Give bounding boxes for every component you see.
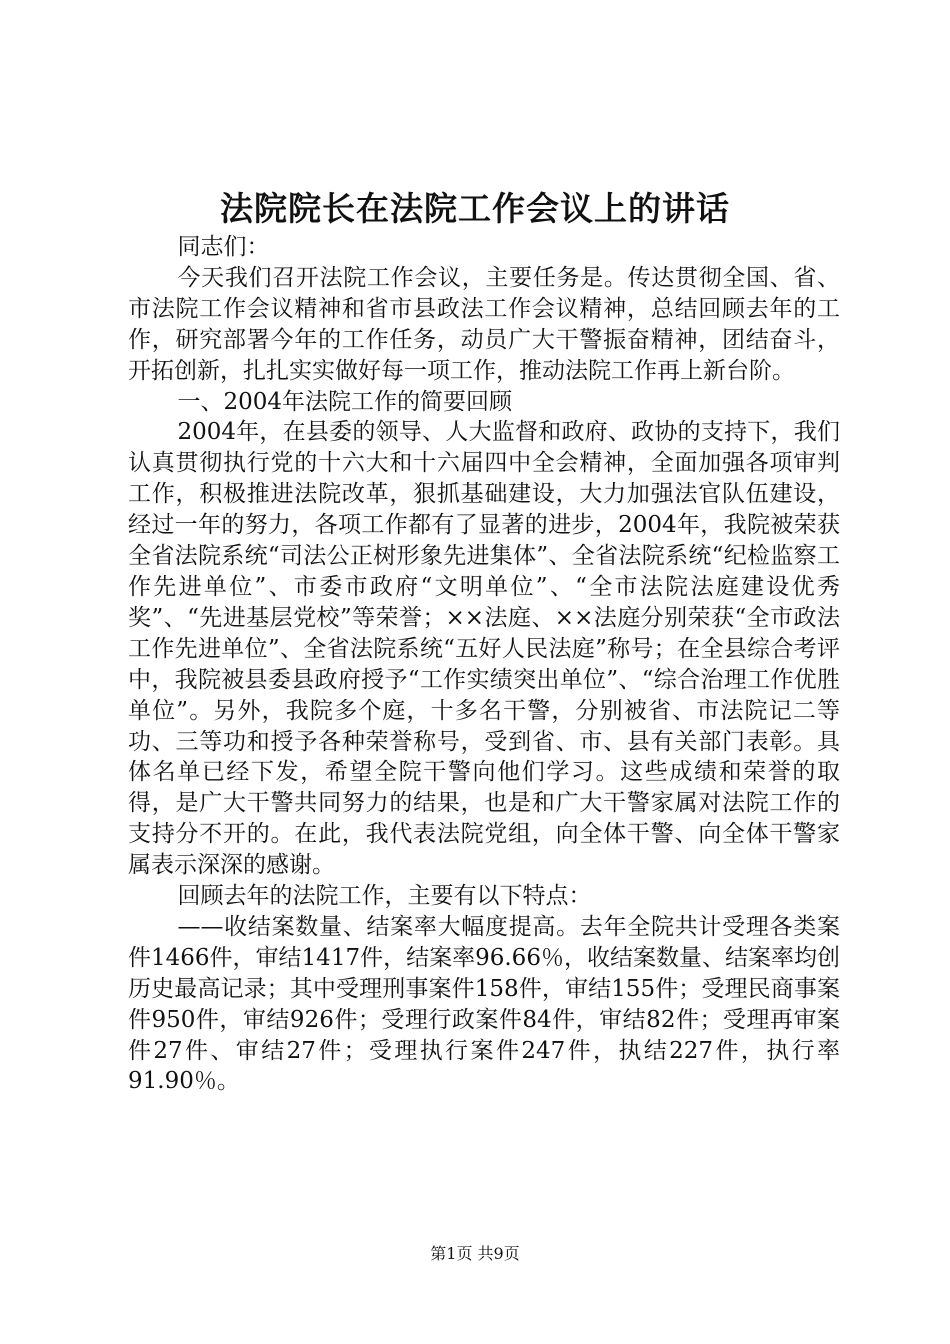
paragraph-review: 2004年，在县委的领导、人大监督和政府、政协的支持下，我们认真贯彻执行党的十六大和十六届四中全会精神，全面加强各项审判工作，积极推进法院改革，狠抓基础建设，大力加强法官队伍建设，经过一年的努力，各项工作都有了显著的进步，2004年，我院被荣获全省法院系统“司法公正树形象先进集体”、全省法院系统“纪检监察工作先进单位”、市委市政府“文明单位”、“全市法院法庭建设优秀奖”、“先进基层党校”等荣誉；××法庭、××法庭分别荣获“全市政法工作先进单位”、全省法院系统“五好人民法庭”称号；在全县综合考评中，我院被县委县政府授予“工作实绩突出单位”、“综合治理工作优胜单位”。另外，我院多个庭，十多名干警，分别被省、市法院记二等功、三等功和授予各种荣誉称号，受到省、市、县有关部门表彰。具体名单已经下发，希望全院干警向他们学习。这些成绩和荣誉的取得，是广大干警共同努力的结果，也是和广大干警家属对法院工作的支持分不开的。在此，我代表法院党组，向全体干警、向全体干警家属表示深深的感谢。 xyxy=(128,419,840,879)
paragraph-salutation: 同志们： xyxy=(177,234,270,260)
section-heading: 一、2004年法院工作的简要回顾 xyxy=(177,388,512,415)
paragraph-case-stats: ——收结案数量、结案率大幅度提高。去年全院共计受理各类案件1466件，审结1417件，结案率96.66％，收结案数量、结案率均创历史最高记录；其中受理刑事案件158件，审结155件；受理民商事案件950件，审结926件；受理行政案件84件，审结82件；受理再审案件27件、审结27件；受理执行案件247件，执结227件，执行率91.90％。 xyxy=(128,913,840,1095)
document-body xyxy=(128,232,840,1097)
paragraph-intro: 今天我们召开法院工作会议，主要任务是。传达贯彻全国、省、市法院工作会议精神和省市县政法工作会议精神，总结回顾去年的工作，研究部署今年的工作任务，动员广大干警振奋精神，团结奋斗，开拓创新，扎扎实实做好每一项工作，推动法院工作再上新台阶。 xyxy=(128,264,840,384)
page-number-footer: 第1页 共9页 xyxy=(430,1244,520,1263)
paragraph-features-intro: 回顾去年的法院工作，主要有以下特点： xyxy=(177,883,592,910)
document-title: 法院院长在法院工作会议上的讲话 xyxy=(220,189,730,228)
